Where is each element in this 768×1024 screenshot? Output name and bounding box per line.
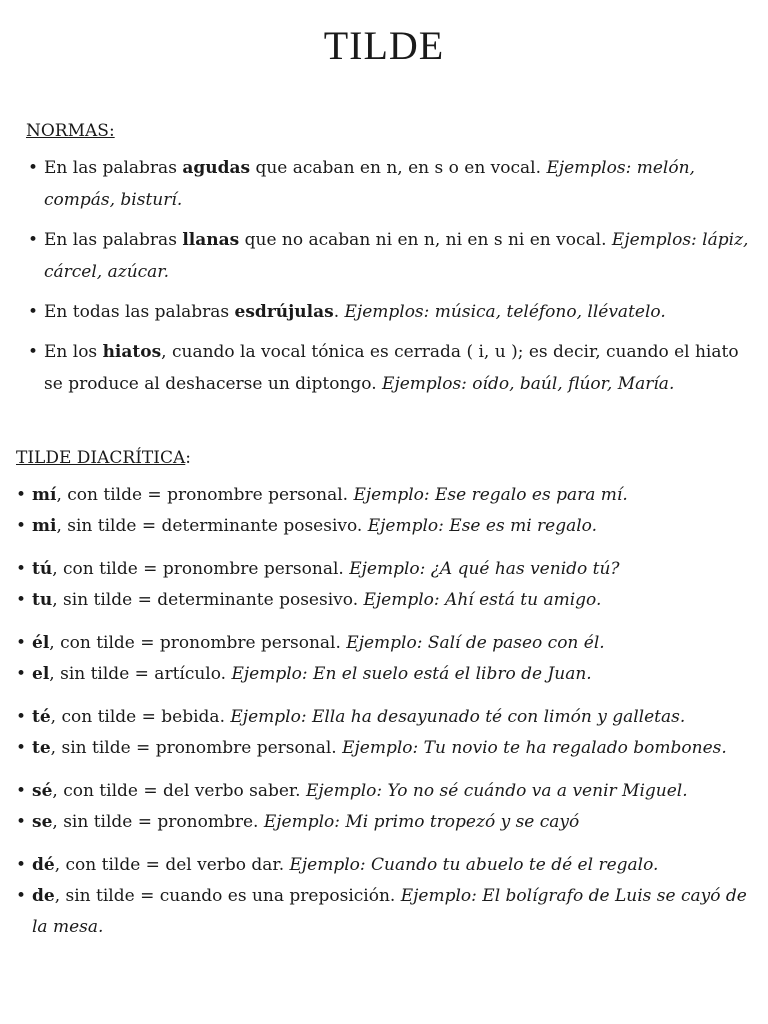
list-item: • de, sin tilde = cuando es una preposición. Ejemplo: El bolígrafo de Luis se cayó de la mesa. [16,881,756,943]
list-item: • En las palabras agudas que acaban en n, en s o en vocal. Ejemplos: melón, compás, bisturí. [28,152,760,216]
list-item: • dé, con tilde = del verbo dar. Ejemplo: Cuando tu abuelo te dé el regalo. [16,850,756,881]
list-item: • En las palabras llanas que no acaban ni en n, ni en s ni en vocal. Ejemplos: lápiz, cárcel, azúcar. [28,224,760,288]
list-item: • se, sin tilde = pronombre. Ejemplo: Mi primo tropezó y se cayó [16,807,756,838]
list-item: • té, con tilde = bebida. Ejemplo: Ella ha desayunado té con limón y galletas. [16,702,756,733]
list-item: • tú, con tilde = pronombre personal. Ejemplo: ¿A qué has venido tú? [16,554,756,585]
normas-list [28,152,760,408]
list-item: • tu, sin tilde = determinante posesivo. Ejemplo: Ahí está tu amigo. [16,585,756,616]
list-item: • sé, con tilde = del verbo saber. Ejemplo: Yo no sé cuándo va a venir Miguel. [16,776,756,807]
normas-heading: NORMAS: [26,121,115,141]
tilde-diacritica-heading: TILDE DIACRÍTICA: [16,448,192,468]
list-item: • te, sin tilde = pronombre personal. Ejemplo: Tu novio te ha regalado bombones. [16,733,756,764]
list-item: • mí, con tilde = pronombre personal. Ejemplo: Ese regalo es para mí. [16,480,756,511]
list-item: • En todas las palabras esdrújulas. Ejemplos: música, teléfono, llévatelo. [28,296,760,328]
tilde-diacritica-list [16,480,756,943]
list-item: • mi, sin tilde = determinante posesivo. Ejemplo: Ese es mi regalo. [16,511,756,542]
list-item: • él, con tilde = pronombre personal. Ejemplo: Salí de paseo con él. [16,628,756,659]
page-title: TILDE [323,23,445,68]
list-item: • el, sin tilde = artículo. Ejemplo: En el suelo está el libro de Juan. [16,659,756,690]
list-item: • En los hiatos, cuando la vocal tónica es cerrada ( i, u ); es decir, cuando el hiato se produce al deshacerse un diptongo. Ejemplos: oído, baúl, flúor, María. [28,336,760,400]
